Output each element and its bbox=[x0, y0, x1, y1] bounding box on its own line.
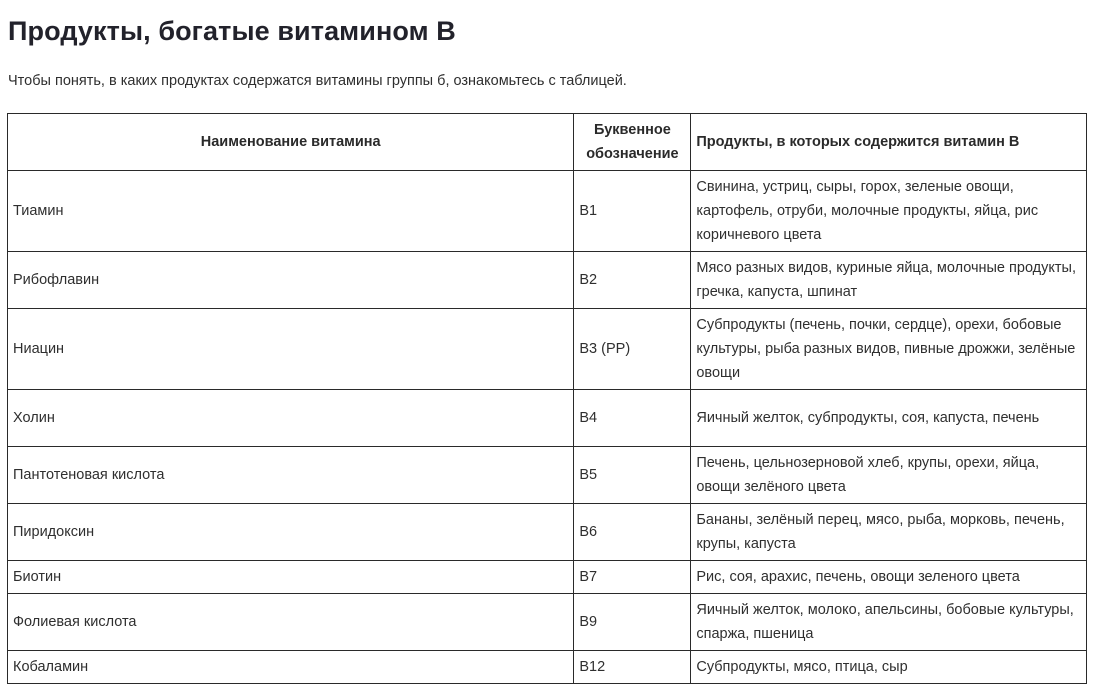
table-header-row bbox=[8, 114, 1087, 171]
products-cell: Яичный желток, молоко, апельсины, бобовые культуры, спаржа, пшеница bbox=[691, 594, 1087, 651]
table-row bbox=[8, 252, 1087, 309]
products-cell: Печень, цельнозерновой хлеб, крупы, орехи, яйца, овощи зелёного цвета bbox=[691, 447, 1087, 504]
vitamin-name-cell: Пантотеновая кислота bbox=[8, 447, 574, 504]
letter-code-cell: B3 (PP) bbox=[574, 309, 691, 390]
letter-code-cell: B1 bbox=[574, 171, 691, 252]
table-row bbox=[8, 651, 1087, 684]
vitamin-name-cell: Кобаламин bbox=[8, 651, 574, 684]
products-cell: Мясо разных видов, куриные яйца, молочные продукты, гречка, капуста, шпинат bbox=[691, 252, 1087, 309]
products-cell: Субпродукты (печень, почки, сердце), орехи, бобовые культуры, рыба разных видов, пивные дрожжи, зелёные овощи bbox=[691, 309, 1087, 390]
letter-code-cell: B9 bbox=[574, 594, 691, 651]
vitamin-name-cell: Биотин bbox=[8, 561, 574, 594]
table-row bbox=[8, 504, 1087, 561]
vitamin-name-cell: Ниацин bbox=[8, 309, 574, 390]
products-cell: Бананы, зелёный перец, мясо, рыба, морковь, печень, крупы, капуста bbox=[691, 504, 1087, 561]
products-cell: Свинина, устриц, сыры, горох, зеленые овощи, картофель, отруби, молочные продукты, яйца, рис коричневого цвета bbox=[691, 171, 1087, 252]
letter-code-cell: B6 bbox=[574, 504, 691, 561]
vitamin-name-cell: Тиамин bbox=[8, 171, 574, 252]
products-cell: Субпродукты, мясо, птица, сыр bbox=[691, 651, 1087, 684]
table-row bbox=[8, 171, 1087, 252]
table-row bbox=[8, 447, 1087, 504]
page-title: Продукты, богатые витамином В bbox=[8, 16, 456, 46]
table-row bbox=[8, 594, 1087, 651]
table-row bbox=[8, 561, 1087, 594]
letter-code-cell: B4 bbox=[574, 390, 691, 447]
vitamin-name-cell: Холин bbox=[8, 390, 574, 447]
letter-code-cell: B7 bbox=[574, 561, 691, 594]
header-letter-code: Буквенное обозначение bbox=[574, 114, 691, 171]
products-cell: Яичный желток, субпродукты, соя, капуста, печень bbox=[691, 390, 1087, 447]
vitamin-name-cell: Рибофлавин bbox=[8, 252, 574, 309]
header-products: Продукты, в которых содержится витамин В bbox=[691, 114, 1087, 171]
products-cell: Рис, соя, арахис, печень, овощи зеленого цвета bbox=[691, 561, 1087, 594]
letter-code-cell: B5 bbox=[574, 447, 691, 504]
letter-code-cell: B12 bbox=[574, 651, 691, 684]
vitamin-b-table bbox=[7, 113, 1087, 684]
intro-paragraph: Чтобы понять, в каких продуктах содержатся витамины группы б, ознакомьтесь с таблицей. bbox=[8, 73, 627, 89]
table-row bbox=[8, 309, 1087, 390]
header-vitamin-name: Наименование витамина bbox=[8, 114, 574, 171]
vitamin-name-cell: Фолиевая кислота bbox=[8, 594, 574, 651]
vitamin-name-cell: Пиридоксин bbox=[8, 504, 574, 561]
letter-code-cell: B2 bbox=[574, 252, 691, 309]
table-row bbox=[8, 390, 1087, 447]
